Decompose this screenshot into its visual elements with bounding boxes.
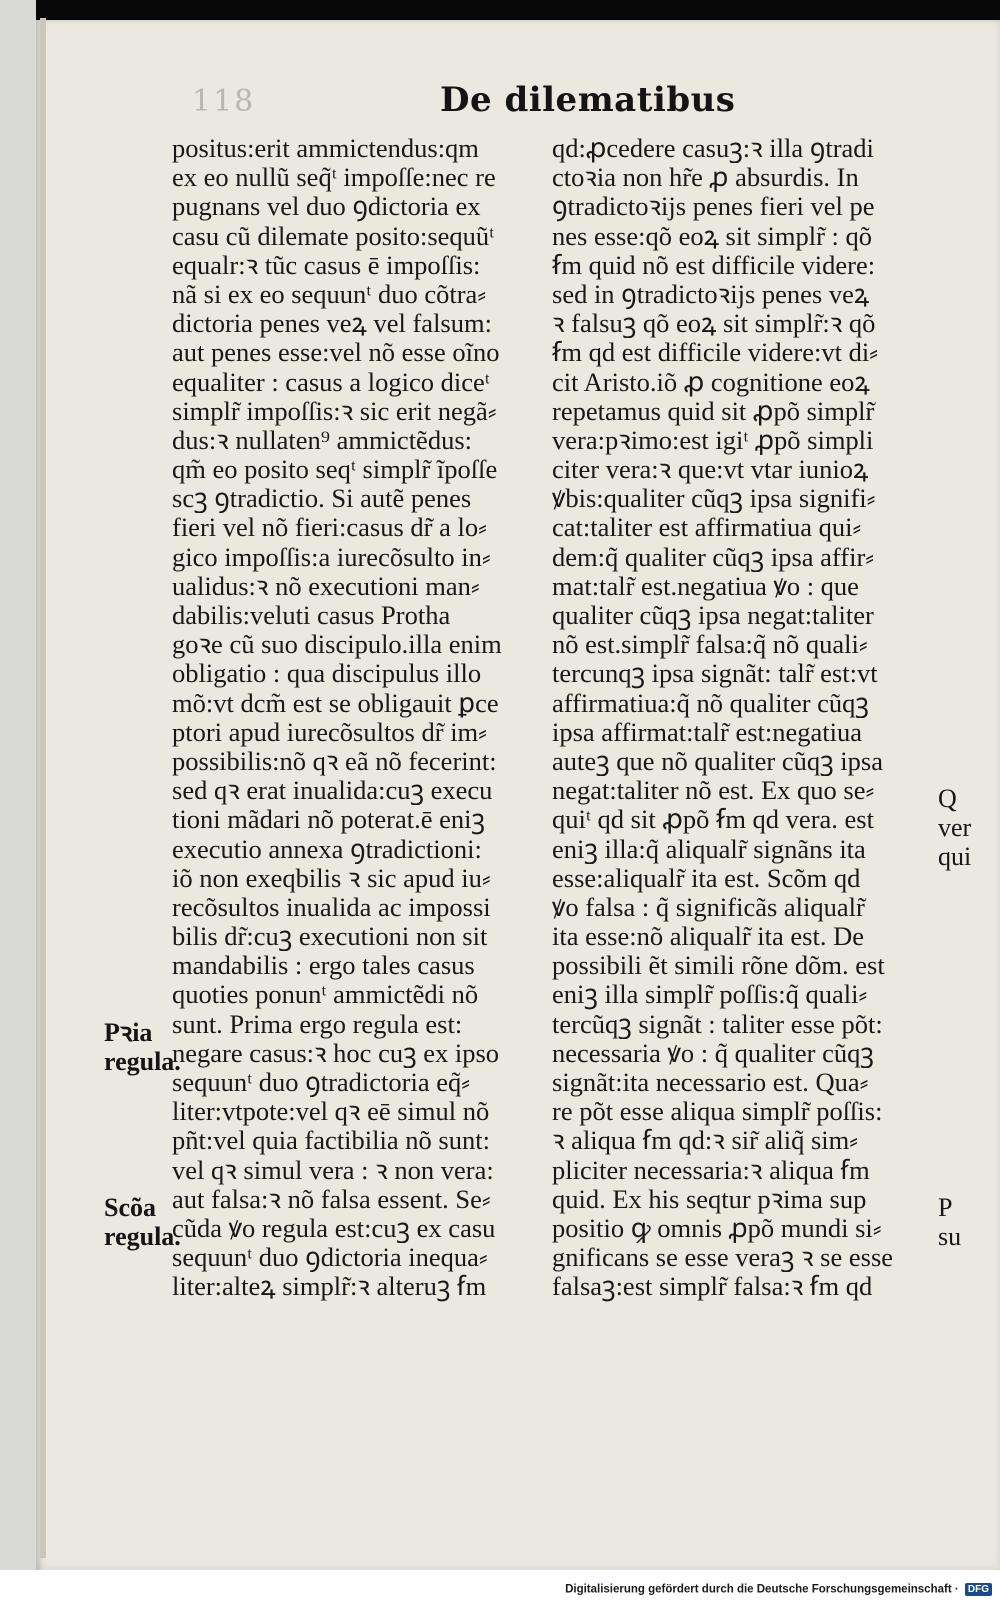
- text-line: ꝛ falsuꝫ qõ eoꝝ sit simplr̃:ꝛ qõ: [552, 309, 876, 339]
- text-line: vel qꝛ simul vera : ꝛ non vera:: [172, 1155, 494, 1185]
- text-line: pñt:vel quia factibilia nõ sunt:: [172, 1126, 490, 1156]
- text-line: signãt:ita necessario est. Qua⸗: [552, 1068, 869, 1097]
- margin-note-line: regula.: [104, 1222, 181, 1251]
- text-line: executio annexa ꝯtradictioni:: [172, 834, 482, 864]
- text-line: scꝫ ꝯtradictio. Si autẽ penes: [172, 484, 472, 514]
- margin-note-line: Pꝛia: [104, 1018, 153, 1047]
- page-fold-edge: [40, 18, 46, 1558]
- text-line: liter:vtpote:vel qꝛ eē simul nõ: [172, 1097, 490, 1127]
- digitization-credit: [565, 1583, 992, 1596]
- text-line: pliciter necessaria:ꝛ aliqua ẜm: [552, 1155, 870, 1185]
- text-line: falsaꝫ:est simplr̃ falsa:ꝛ ẜm qd: [552, 1272, 873, 1302]
- text-line: ipsa affirmat:talr̃ est:negatiua: [552, 717, 863, 747]
- fragment-line: Q: [938, 784, 957, 813]
- margin-note-line: Scõa: [104, 1193, 156, 1222]
- text-line: cit Aristo.iõ ꝓ cognitione eoꝝ: [552, 367, 870, 397]
- text-line: qualiter cũqꝫ ipsa negat:taliter: [552, 601, 874, 630]
- text-line: qd:ꝓcedere casuꝫ:ꝛ illa ꝯtradi: [552, 134, 874, 163]
- fragment-line: P: [938, 1193, 953, 1222]
- left-text-column: [172, 134, 550, 1302]
- facing-page-fragment-lower: [938, 1193, 961, 1251]
- text-line: dictoria penes veꝝ vel falsum:: [172, 309, 492, 339]
- text-line: equaliter : casus a logico diceᵗ: [172, 367, 490, 397]
- text-line: negare casus:ꝛ hoc cuꝫ ex ipso: [172, 1038, 500, 1068]
- text-line: gico impoſſis:a iurecõsulto in⸗: [172, 542, 491, 572]
- text-line: possibili ẽt simili rõne dõm. est: [552, 951, 885, 981]
- text-line: tercunqꝫ ipsa signãt: talr̃ est:vt: [552, 659, 878, 689]
- text-line: casu cũ dilemate posito:sequũᵗ: [172, 221, 495, 251]
- text-line: equalr:ꝛ tũc casus ē impoſſis:: [172, 250, 481, 280]
- margin-note-line: regula.: [104, 1047, 181, 1076]
- text-line: vera:pꝛimo:est igiᵗ ꝓpõ simpli: [552, 425, 874, 455]
- text-line: ꝯtradictoꝛijs penes fieri vel pe: [552, 192, 875, 222]
- page-number-ghost: 118: [192, 84, 256, 119]
- text-line: esse:aliqualr̃ ita est. Scõm qd: [552, 863, 861, 893]
- fragment-line: ver: [938, 813, 972, 842]
- text-line: positio ꝙ omnis ꝓpõ mundi si⸗: [552, 1213, 882, 1243]
- text-line: aut falsa:ꝛ nõ falsa essent. Se⸗: [172, 1184, 491, 1214]
- text-line: nã si ex eo sequunᵗ duo cõtra⸗: [172, 279, 487, 309]
- text-line: ꝟbis:qualiter cũqꝫ ipsa signifi⸗: [552, 484, 876, 514]
- credit-text: Digitalisierung gefördert durch die Deutsche Forschungsgemeinschaft ·: [565, 1583, 959, 1596]
- text-line: ꝟo falsa : q̃ significãs aliqualr̃: [552, 892, 865, 922]
- text-line: recõsultos inualida ac impossi: [172, 892, 491, 922]
- text-line: eniꝫ illa:q̃ aliqualr̃ signãns ita: [552, 834, 866, 864]
- margin-note-secunda-regula: [104, 1193, 181, 1251]
- facing-page-fragment-upper: [938, 784, 971, 871]
- text-line: quoties ponunᵗ ammictẽdi nõ: [172, 980, 479, 1010]
- text-line: ptori apud iurecõsultos dr̃ im⸗: [172, 717, 487, 747]
- right-text-column: [552, 134, 947, 1302]
- fragment-line: su: [938, 1222, 962, 1251]
- text-line: repetamus quid sit ꝓpõ simplr̃: [552, 396, 875, 426]
- text-line: nõ est.simplr̃ falsa:q̃ nõ quali⸗: [552, 630, 868, 660]
- text-line: dabilis:veluti casus Protha: [172, 601, 451, 630]
- text-line: cũda ꝟo regula est:cuꝫ ex casu: [172, 1213, 496, 1243]
- text-line: dem:q̃ qualiter cũqꝫ ipsa affir⸗: [552, 542, 875, 572]
- text-line: gnificans se esse veraꝫ ꝛ se esse: [552, 1243, 894, 1273]
- text-line: possibilis:nõ qꝛ eã nõ fecerint:: [172, 746, 497, 776]
- text-line: mõ:vt dcm̃ est se obligauit ꝑce: [172, 688, 499, 718]
- text-line: bilis dr̃:cuꝫ executioni non sit: [172, 922, 488, 952]
- text-line: iõ non exeqbilis ꝛ sic apud iu⸗: [172, 863, 491, 893]
- text-line: necessaria ꝟo : q̃ qualiter cũqꝫ: [552, 1038, 874, 1068]
- text-line: quiᵗ qd sit ꝓpõ ẜm qd vera. est: [552, 805, 874, 835]
- text-line: obligatio : qua discipulus illo: [172, 659, 482, 689]
- text-line: re põt esse aliqua simplr̃ poſſis:: [552, 1097, 883, 1127]
- text-line: ctoꝛia non hr̃e ꝓ absurdis. In: [552, 163, 859, 193]
- text-line: citer vera:ꝛ que:vt vtar iunioꝝ: [552, 455, 869, 485]
- text-line: sed qꝛ erat inualida:cuꝫ execu: [172, 776, 493, 806]
- text-line: pugnans vel duo ꝯdictoria ex: [172, 192, 481, 222]
- scan-top-border: [0, 0, 1000, 20]
- text-line: sed in ꝯtradictoꝛijs penes veꝝ: [552, 279, 870, 309]
- text-line: fieri vel nõ fieri:casus dr̃ a lo⸗: [172, 513, 487, 543]
- text-line: aut penes esse:vel nõ esse oĩno: [172, 338, 500, 368]
- text-line: qm̃ eo posito seqᵗ simplr̃ ĩpoſſe: [172, 455, 498, 485]
- text-line: ita esse:nõ aliqualr̃ ita est. De: [552, 922, 865, 952]
- running-header: De dilematibus: [440, 80, 736, 120]
- text-line: ẜm quid nõ est difficile videre:: [552, 250, 876, 280]
- text-line: tioni mãdari nõ poterat.ē eniꝫ: [172, 805, 486, 835]
- fragment-line: qui: [938, 842, 972, 871]
- text-line: nes esse:qõ eoꝝ sit simplr̃ : qõ: [552, 221, 873, 251]
- text-line: sequunᵗ duo ꝯdictoria inequa⸗: [172, 1243, 488, 1273]
- text-line: goꝛe cũ suo discipulo.illa enim: [172, 630, 502, 660]
- scan-left-border: [0, 0, 36, 1609]
- text-line: dus:ꝛ nullaten⁹ ammictẽdus:: [172, 425, 472, 455]
- text-line: sunt. Prima ergo regula est:: [172, 1009, 463, 1039]
- text-line: sequunᵗ duo ꝯtradictoria eq̃⸗: [172, 1068, 471, 1097]
- text-line: mandabilis : ergo tales casus: [172, 951, 475, 981]
- text-line: liter:alteꝝ simplr̃:ꝛ alteruꝫ ẜm: [172, 1272, 487, 1302]
- text-line: auteꝫ que nõ qualiter cũqꝫ ipsa: [552, 746, 883, 776]
- text-line: ꝛ aliqua ẜm qd:ꝛ sir̃ aliq̃ sim⸗: [552, 1126, 859, 1156]
- text-line: tercũqꝫ signãt : taliter esse põt:: [552, 1009, 883, 1039]
- text-line: eniꝫ illa simplr̃ poſſis:q̃ quali⸗: [552, 980, 868, 1010]
- text-line: mat:talr̃ est.negatiua ꝟo : que: [552, 571, 859, 601]
- text-line: affirmatiua:q̃ nõ qualiter cũqꝫ: [552, 688, 869, 718]
- text-line: positus:erit ammictendus:qm: [172, 134, 479, 163]
- text-line: ualidus:ꝛ nõ executioni man⸗: [172, 571, 480, 601]
- text-line: ex eo nullũ seq̃ᵗ impoſſe:nec re: [172, 163, 496, 193]
- text-line: simplr̃ impoſſis:ꝛ sic erit negã⸗: [172, 396, 497, 426]
- text-line: negat:taliter nõ est. Ex quo se⸗: [552, 776, 875, 806]
- text-line: ẜm qd est difficile videre:vt di⸗: [552, 338, 879, 368]
- dfg-logo: DFG: [965, 1583, 992, 1596]
- text-line: quid. Ex his seqtur pꝛima sup: [552, 1184, 867, 1214]
- margin-note-prima-regula: [104, 1018, 181, 1076]
- text-line: cat:taliter est affirmatiua qui⸗: [552, 513, 862, 543]
